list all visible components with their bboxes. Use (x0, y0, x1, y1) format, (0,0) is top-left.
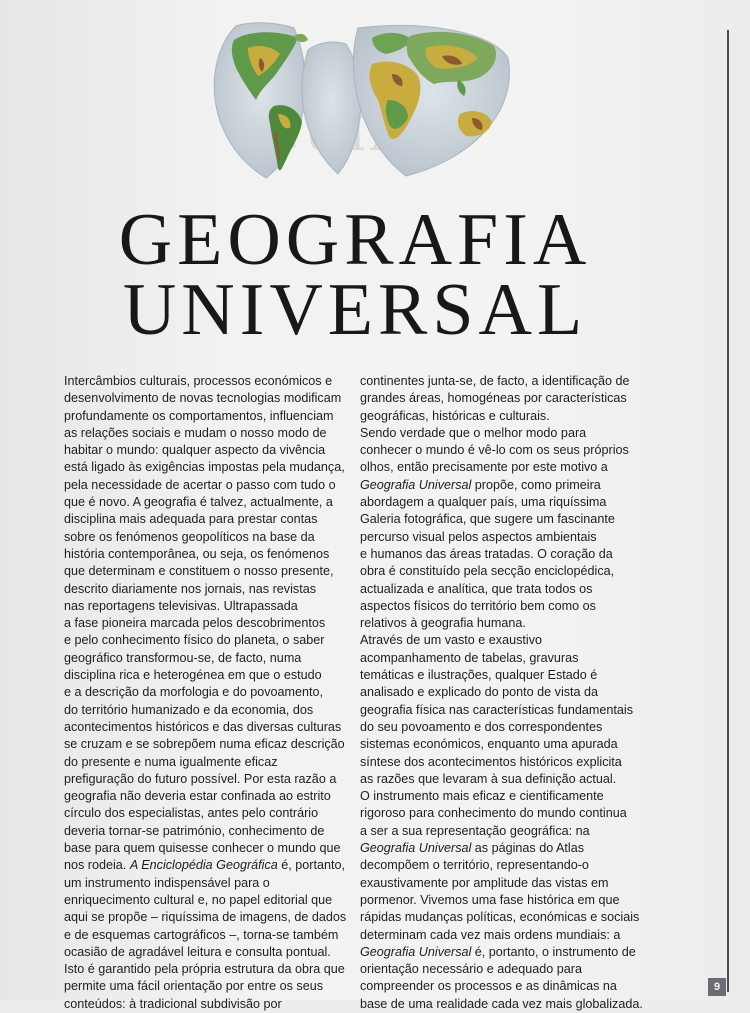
text-line: do seu povoamento e dos correspondentes (360, 719, 603, 734)
left-text-column (64, 373, 352, 1013)
text-line: base para quem quisesse conhecer o mundo que (64, 841, 341, 856)
text-line: síntese dos acontecimentos históricos explicita (360, 754, 622, 769)
text-line: deveria tornar-se património, conhecimento de (64, 823, 325, 838)
text-line: temáticas e ilustrações, qualquer Estado é (360, 668, 598, 683)
text-line: decompõem o território, representando-o (360, 858, 589, 873)
text-line: disciplina rica e heterogénea em que o estudo (64, 668, 322, 683)
text-line: enriquecimento cultural e, no papel editorial que (64, 892, 333, 907)
text-line: geográficas, históricas e culturais. (360, 408, 550, 423)
text-line: nos rodeia. A Enciclopédia Geográfica é, portanto, (64, 858, 345, 873)
world-map-illustration (196, 18, 516, 183)
right-text-column (360, 373, 648, 1013)
text-line: olhos, então precisamente por este motivo a (360, 460, 608, 475)
text-line: base de uma realidade cada vez mais globalizada. (360, 996, 643, 1011)
page-number: 9 (708, 978, 726, 996)
text-line: conhecer o mundo é vê-lo com os seus próprios (360, 443, 629, 458)
text-line: rigoroso para conhecimento do mundo continua (360, 806, 627, 821)
text-line: O instrumento mais eficaz e cientificamente (360, 789, 604, 804)
text-line: determinam cada vez mais ordens mundiais: a (360, 927, 621, 942)
text-line: se cruzam e se sobrepõem numa eficaz descrição (64, 737, 345, 752)
title-line-2: UNIVERSAL (122, 269, 588, 351)
text-line: história contemporânea, ou seja, os fenómenos (64, 546, 330, 561)
text-line: rápidas mudanças políticas, económicas e sociais (360, 910, 640, 925)
text-line: abordagem a qualquer país, uma riquíssima (360, 495, 607, 510)
text-line: habitar o mundo: qualquer aspecto da vivência (64, 443, 326, 458)
text-line: orientação necessário e adequado para (360, 962, 582, 977)
text-line: nas reportagens televisivas. Ultrapassada (64, 598, 298, 613)
text-line: Geografia Universal propõe, como primeira (360, 477, 601, 492)
text-line: acontecimentos históricos e das diversas culturas (64, 719, 342, 734)
text-line: disciplina mais adequada para prestar contas (64, 512, 318, 527)
text-line: permite uma fácil orientação por entre os seus (64, 979, 324, 994)
text-line: do território humanizado e da economia, dos (64, 702, 314, 717)
text-line: que determinam e constituem o nosso presente, (64, 564, 334, 579)
text-line: geográfico transformou-se, de facto, numa (64, 650, 302, 665)
text-line: continentes junta-se, de facto, a identificação de (360, 374, 630, 388)
text-line: ocasião de agradável leitura e consulta pontual. (64, 944, 331, 959)
text-line: e pelo conhecimento físico do planeta, o saber (64, 633, 325, 648)
text-line: profundamente os comportamentos, influenciam (64, 408, 334, 423)
text-line: pormenor. Vivemos uma fase histórica em que (360, 892, 620, 907)
text-line: prefiguração do futuro possível. Por esta razão a (64, 771, 337, 786)
text-line: geografia não deveria estar confinada ao estrito (64, 789, 331, 804)
page-title (90, 199, 620, 351)
text-line: do presente e numa igualmente eficaz (64, 754, 278, 769)
text-line: percurso visual pelos aspectos ambientais (360, 529, 597, 544)
text-line: geografia física nas características fundamentais (360, 702, 634, 717)
title-line-1: GEOGRAFIA (118, 199, 592, 281)
text-line: aqui se propõe – riquíssima de imagens, de dados (64, 910, 347, 925)
text-line: grandes áreas, homogéneas por características (360, 391, 627, 406)
page-edge-rule (727, 30, 729, 992)
text-line: Através de um vasto e exaustivo (360, 633, 543, 648)
text-line: relativos à geografia humana. (360, 616, 526, 631)
text-line: e humanos das áreas tratadas. O coração da (360, 546, 613, 561)
text-line: aspectos físicos do território bem como os (360, 598, 596, 613)
text-line: um instrumento indispensável para o (64, 875, 270, 890)
text-line: Galeria fotográfica, que sugere um fascinante (360, 512, 615, 527)
text-line: analisado e explicado do ponto de vista da (360, 685, 599, 700)
text-line: conteúdos: à tradicional subdivisão por (64, 996, 282, 1011)
text-line: sobre os fenómenos geopolíticos na base da (64, 529, 315, 544)
text-line: e a descrição da morfologia e do povoamento, (64, 685, 324, 700)
text-line: que é novo. A geografia é talvez, actualmente, a (64, 495, 333, 510)
text-line: desenvolvimento de novas tecnologias modificam (64, 391, 342, 406)
text-line: compreender os processos e as dinâmicas na (360, 979, 617, 994)
text-line: Geografia Universal as páginas do Atlas (360, 841, 585, 856)
text-line: acompanhamento de tabelas, gravuras (360, 650, 579, 665)
text-line: exaustivamente por amplitude das vistas em (360, 875, 609, 890)
text-line: as relações sociais e mudam o nosso modo de (64, 425, 327, 440)
text-line: Geografia Universal é, portanto, o instrumento de (360, 944, 636, 959)
text-line: sistemas económicos, enquanto uma apurada (360, 737, 618, 752)
text-line: a ser a sua representação geográfica: na (360, 823, 590, 838)
text-line: está ligado às exigências impostas pela mudança, (64, 460, 345, 475)
text-line: obra é constituído pela secção enciclopédica, (360, 564, 615, 579)
text-line: Isto é garantido pela própria estrutura da obra que (64, 962, 345, 977)
text-line: as razões que levaram à sua definição actual. (360, 771, 617, 786)
text-line: pela necessidade de acertar o passo com tudo o (64, 477, 336, 492)
text-line: círculo dos especialistas, antes pelo contrário (64, 806, 319, 821)
text-line: a fase pioneira marcada pelos descobrimentos (64, 616, 326, 631)
text-line: actualizada e analítica, que trata todos os (360, 581, 593, 596)
text-line: e de esquemas cartográficos –, torna-se também (64, 927, 339, 942)
text-line: descrito diariamente nos jornais, nas revistas (64, 581, 316, 596)
text-line: Sendo verdade que o melhor modo para (360, 425, 587, 440)
text-line: Intercâmbios culturais, processos económicos e (64, 374, 333, 388)
